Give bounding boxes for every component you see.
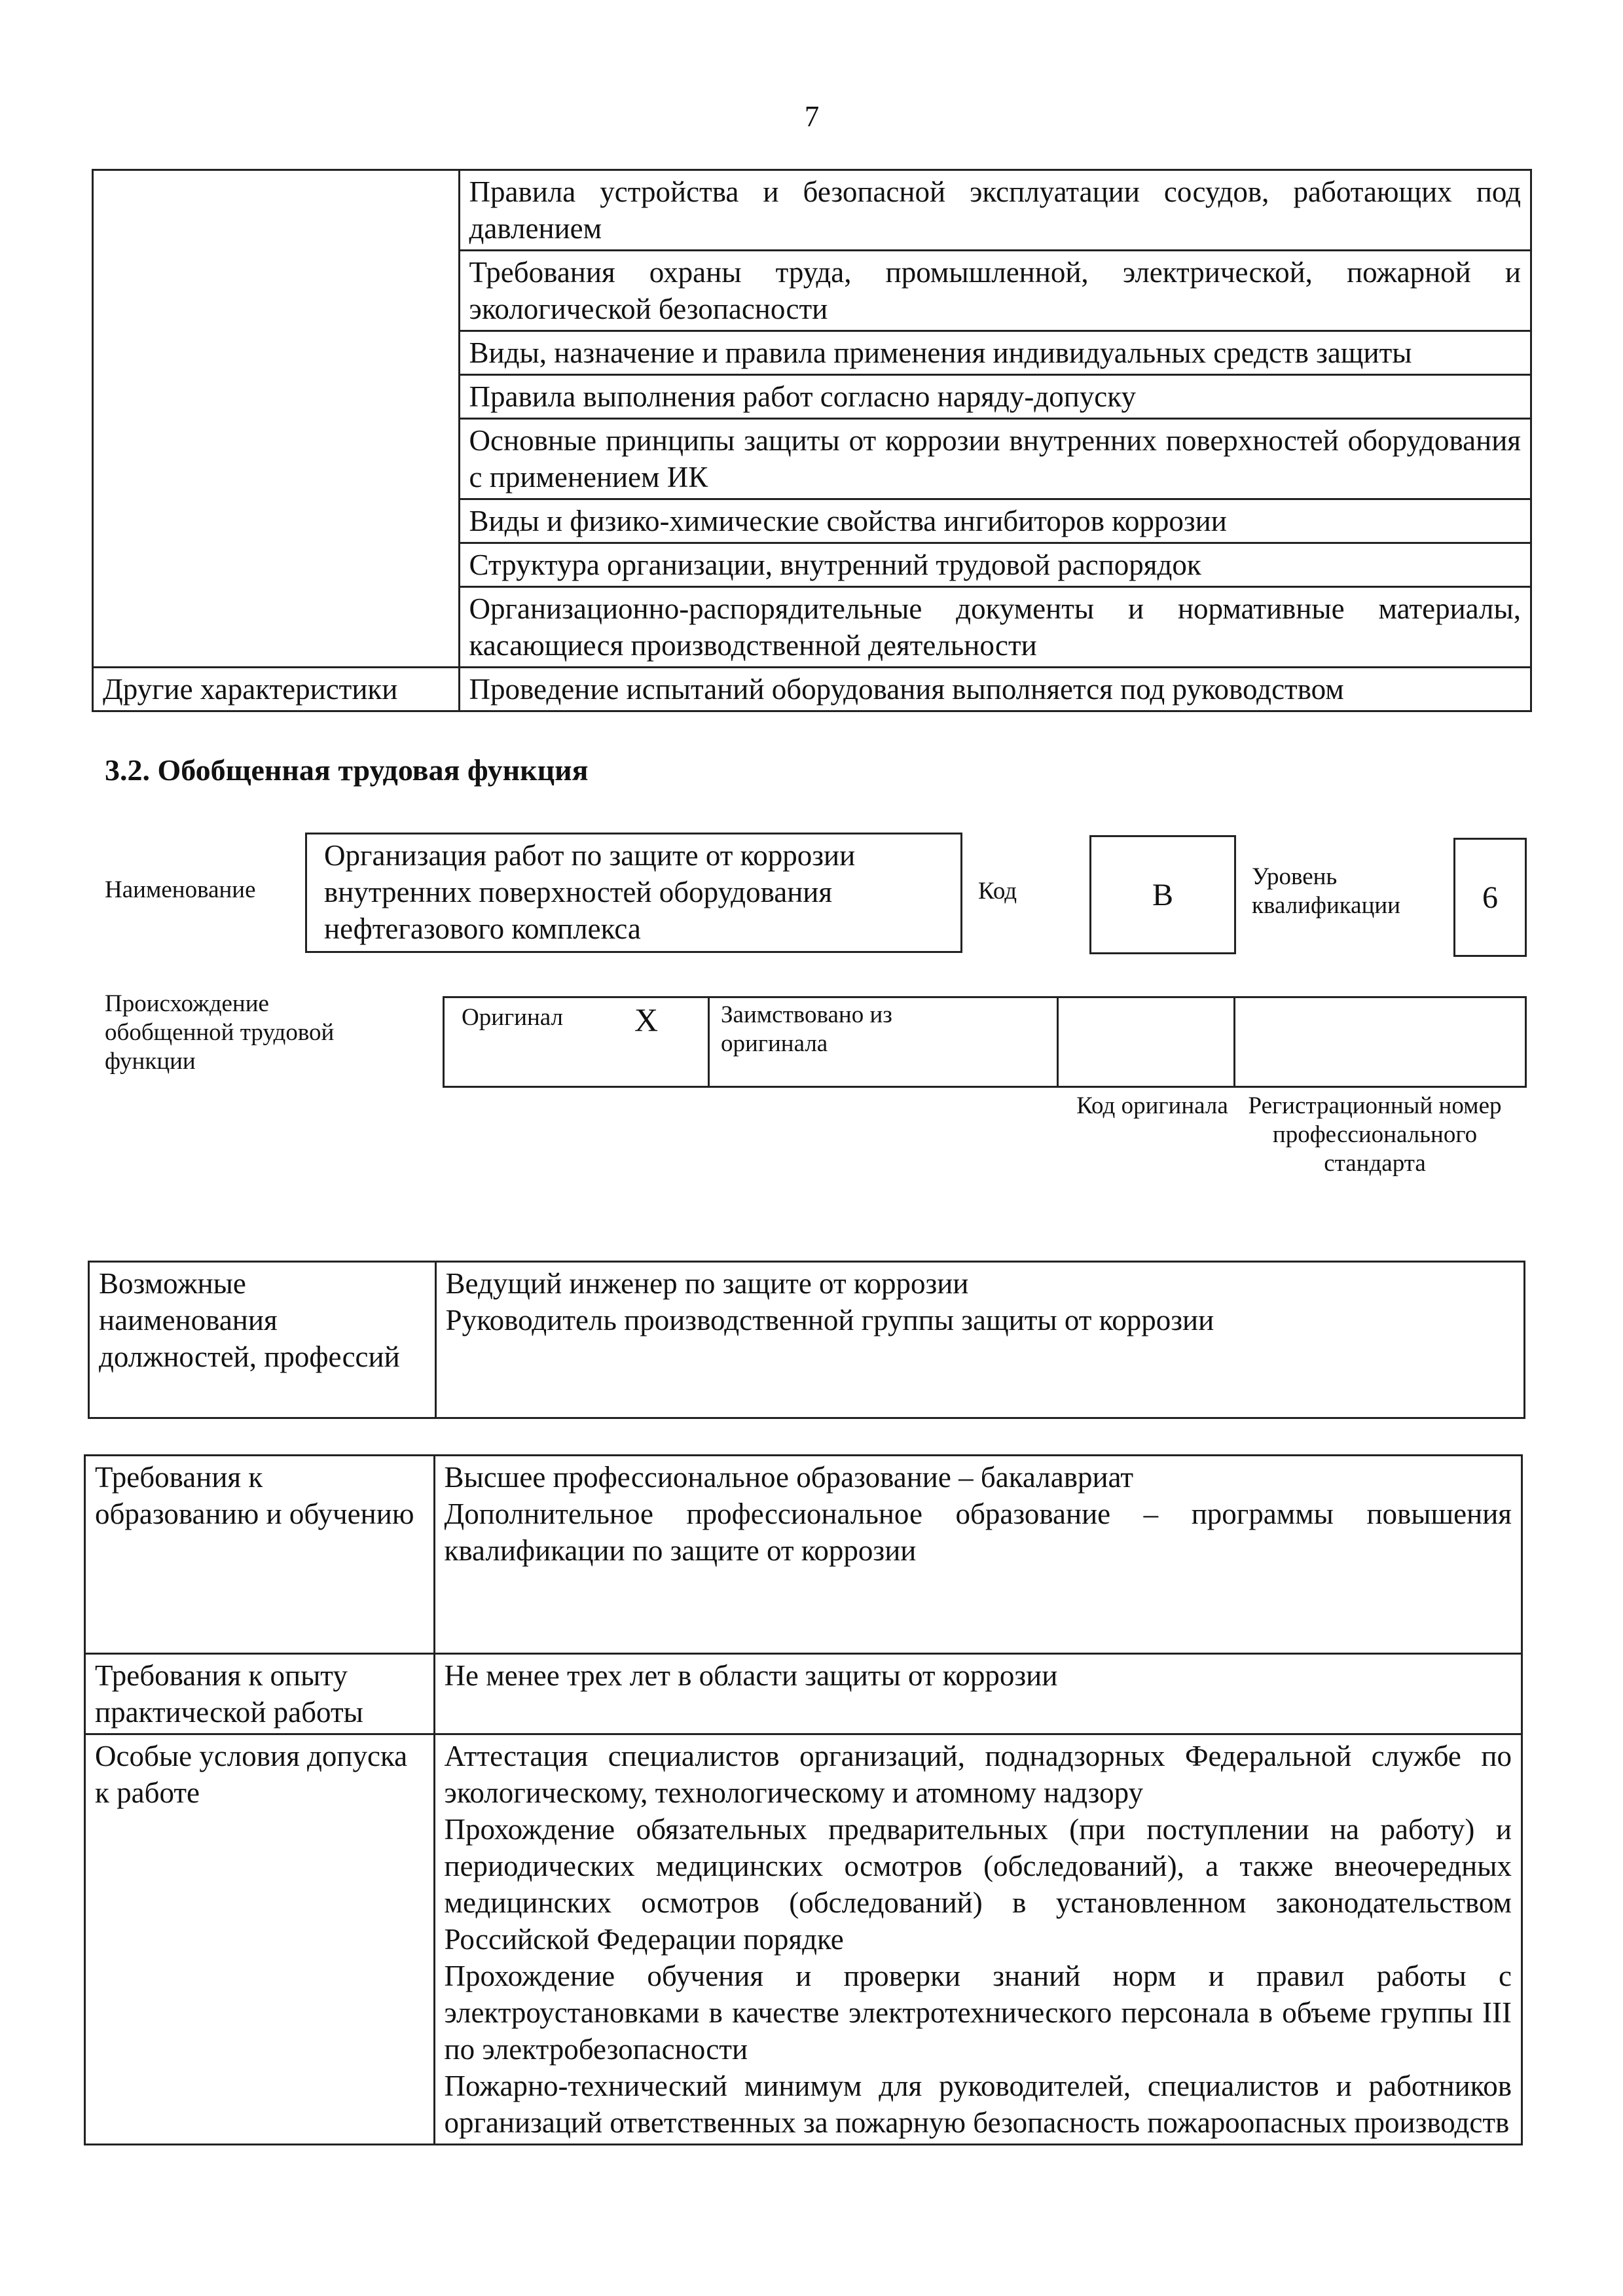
table-cell: Требования охраны труда, промышленной, электрической, пожарной и экологической безопасности: [459, 251, 1531, 331]
origin-box: [443, 996, 1527, 1088]
origin-label: Происхождение обобщенной трудовой функции: [105, 990, 335, 1075]
reg-number-caption: Регистрационный номер профессионального стандарта: [1248, 1092, 1502, 1177]
level-value-box: [1453, 838, 1527, 957]
table-cell: Виды, назначение и правила применения индивидуальных средств защиты: [459, 331, 1531, 375]
code-value-box: [1089, 835, 1236, 954]
special-item: Пожарно-технический минимум для руководителей, специалистов и работников организаций ответственных за пожарную безопасность пожароопасных производств: [444, 2070, 1512, 2139]
special-item: Аттестация специалистов организаций, поднадзорных Федеральной службе по экологическому, технологическому и атомному надзору: [444, 1740, 1512, 1809]
page-number: 7: [804, 100, 820, 133]
name-value: Организация работ по защите от коррозии внутренних поверхностей оборудования нефтегазового комплекса: [324, 839, 856, 945]
positions-table: [88, 1261, 1525, 1419]
borrowed-label: Заимствовано из оригинала: [721, 1001, 892, 1057]
special-label: Особые условия допуска к работе: [85, 1734, 435, 2145]
table-row: [85, 1654, 1522, 1734]
original-mark: Х: [634, 1001, 659, 1038]
code-value: В: [1152, 877, 1173, 912]
education-item: Высшее профессиональное образование – бакалавриат: [444, 1461, 1134, 1494]
table-row: [93, 668, 1531, 711]
empty-label-cell: [93, 170, 460, 668]
table-cell: Структура организации, внутренний трудовой распорядок: [459, 543, 1531, 587]
education-item: Дополнительное профессиональное образование – программы повышения квалификации по защите от коррозии: [444, 1498, 1512, 1567]
table-row: [85, 1734, 1522, 2145]
section-title: 3.2. Обобщенная трудовая функция: [105, 753, 589, 787]
level-label: Уровень квалификации: [1252, 863, 1400, 919]
other-characteristics-value: Проведение испытаний оборудования выполняется под руководством: [459, 668, 1531, 711]
origin-divider-2: [1057, 998, 1059, 1086]
education-values: [434, 1456, 1522, 1654]
table-cell: Организационно-распорядительные документы и нормативные материалы, касающиеся производственной деятельности: [459, 587, 1531, 668]
special-item: Прохождение обучения и проверки знаний норм и правил работы с электроустановками в качестве электротехнического персонала в объеме группы III по электробезопасности: [444, 1960, 1512, 2066]
position-item: Руководитель производственной группы защиты от коррозии: [445, 1304, 1214, 1336]
origin-divider-3: [1233, 998, 1235, 1086]
name-label: Наименование: [105, 876, 256, 903]
name-value-box: [305, 833, 962, 953]
position-item: Ведущий инженер по защите от коррозии: [445, 1267, 969, 1300]
experience-value: Не менее трех лет в области защиты от коррозии: [434, 1654, 1522, 1734]
table-cell: Основные принципы защиты от коррозии внутренних поверхностей оборудования с применением ИК: [459, 419, 1531, 499]
table-row: [85, 1456, 1522, 1654]
level-value: 6: [1482, 880, 1498, 915]
experience-label: Требования к опыту практической работы: [85, 1654, 435, 1734]
education-label: Требования к образованию и обучению: [85, 1456, 435, 1654]
table-cell: Правила выполнения работ согласно наряду-допуску: [459, 375, 1531, 419]
original-label: Оригинал: [462, 1004, 564, 1031]
positions-values: [435, 1262, 1524, 1418]
knowledge-table: [92, 169, 1532, 712]
table-row: [93, 170, 1531, 251]
table-row: [89, 1262, 1525, 1418]
code-original-caption: Код оригинала: [1076, 1092, 1228, 1119]
table-cell: Виды и физико-химические свойства ингибиторов коррозии: [459, 499, 1531, 543]
origin-divider-1: [708, 998, 710, 1086]
special-item: Прохождение обязательных предварительных (при поступлении на работу) и периодических медицинских осмотров (обследований), а также внеочередных медицинских осмотров (обследований) в установленном законодательством Российской Федерации порядке: [444, 1813, 1512, 1956]
code-label: Код: [978, 878, 1017, 905]
special-values: [434, 1734, 1522, 2145]
other-characteristics-label: Другие характеристики: [93, 668, 460, 711]
positions-label: Возможные наименования должностей, профессий: [89, 1262, 436, 1418]
requirements-table: [84, 1454, 1523, 2145]
table-cell: Правила устройства и безопасной эксплуатации сосудов, работающих под давлением: [459, 170, 1531, 251]
